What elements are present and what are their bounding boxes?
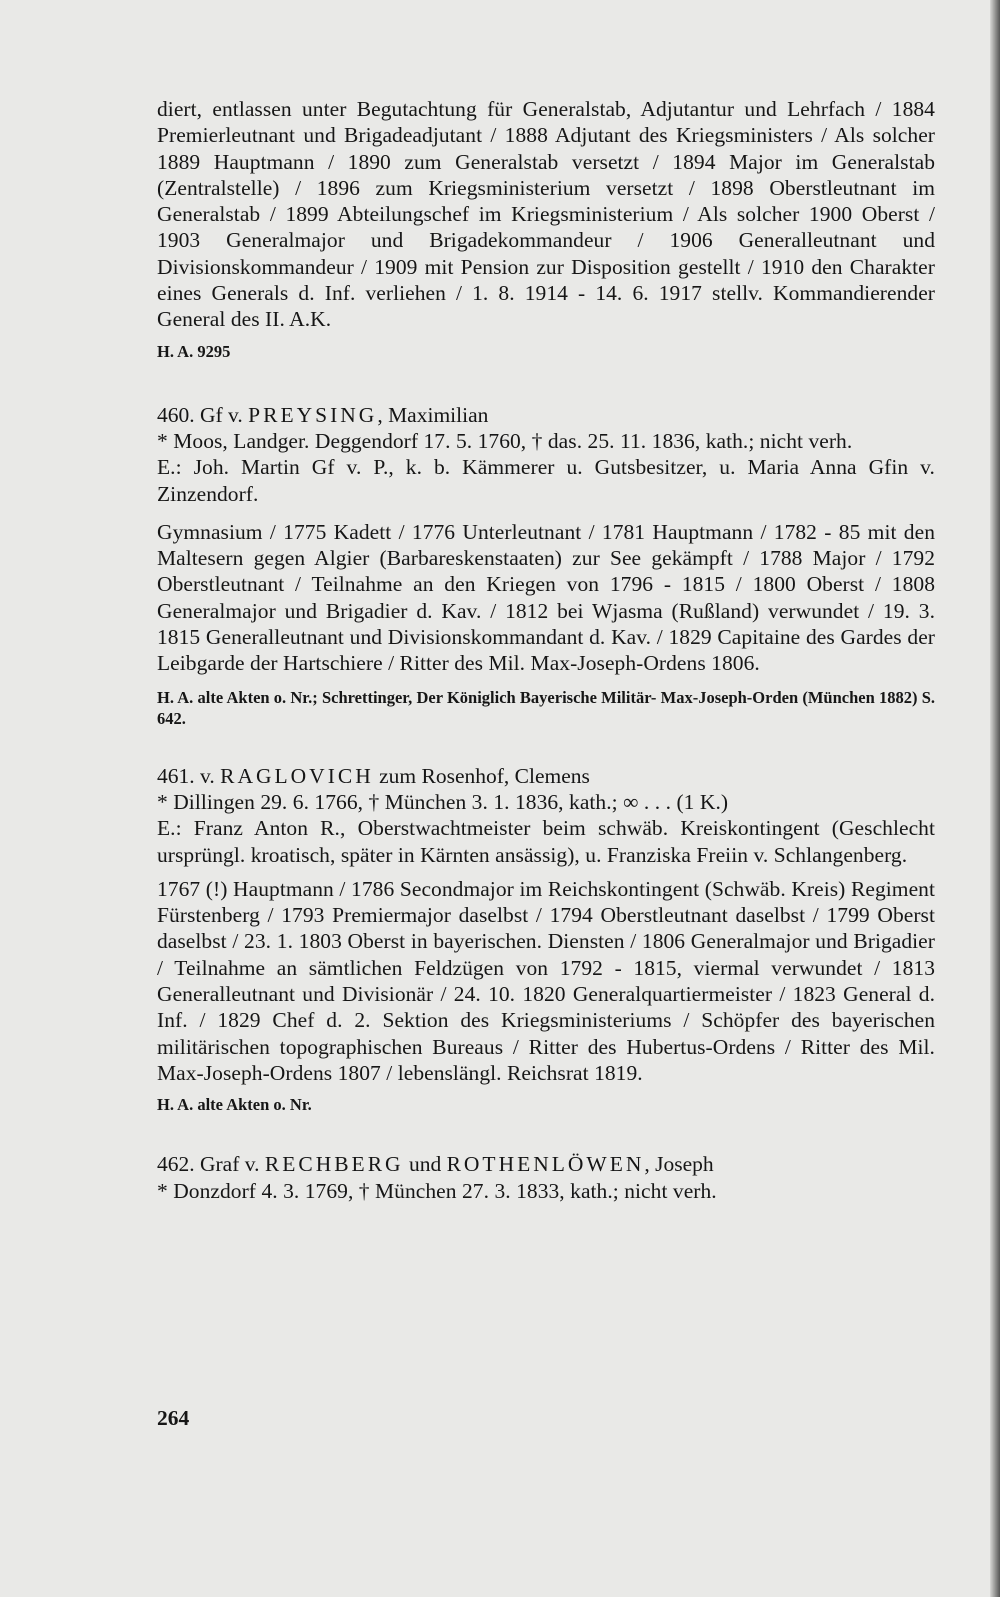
entry-given-name: zum Rosenhof, Clemens — [373, 763, 590, 788]
entry-parents: E.: Franz Anton R., Oberstwachtmeister beim schwäb. Kreiskontingent (Geschlecht ursprüngl. kroatisch, später in Kärnten ansässig), u. Franziska Freiin v. Schlangenberg. — [157, 816, 935, 867]
entry-birth-death: * Moos, Landger. Deggendorf 17. 5. 1760, † das. 25. 11. 1836, kath.; nicht verh. — [157, 428, 853, 453]
entry-surname: PREYSING — [248, 402, 378, 427]
entry-surname: RECHBERG — [264, 1152, 404, 1177]
entry-title-prefix: Gf v. — [200, 402, 243, 427]
entry-title-prefix: v. — [200, 763, 215, 788]
entry-surname: RAGLOVICH — [220, 763, 374, 788]
entry-birth-death: * Donzdorf 4. 3. 1769, † München 27. 3. 1833, kath.; nicht verh. — [157, 1178, 717, 1203]
entry-number: 462. — [157, 1152, 195, 1177]
entry-given-name: , Maximilian — [377, 402, 489, 427]
entry-461 — [157, 763, 935, 1116]
continuation-source: H. A. 9295 — [157, 341, 231, 361]
continuation-career: diert, entlassen unter Begutachtung für Generalstab, Adjutantur und Lehrfach / 1884 Premierleutnant und Brigadeadjutant / 1888 Adjutant des Kriegsministers / Als solcher 1889 Hauptmann / 1890 zum Generalstab versetzt / 1894 Major im Generalstab (Zentralstelle) / 1896 zum Kriegsministerium versetzt / 1898 Oberstleutnant im Generalstab / 1899 Abteilungschef im Kriegsministerium / Als solcher 1900 Oberst / 1903 Generalmajor und Brigadekommandeur / 1906 Generalleutnant und Divisionskommandeur / 1909 mit Pension zur Disposition gestellt / 1910 den Charakter eines Generals d. Inf. verliehen / 1. 8. 1914 - 14. 6. 1917 stellv. Kommandierender General des II. A.K. — [157, 97, 935, 332]
entry-career: 1767 (!) Hauptmann / 1786 Secondmajor im Reichskontingent (Schwäb. Kreis) Regiment Fürstenberg / 1793 Premiermajor daselbst / 1794 Oberstleutnant daselbst / 1799 Oberst daselbst / 23. 1. 1803 Oberst in bayerischen. Diensten / 1806 Generalmajor und Brigadier / Teilnahme an sämtlichen Feldzügen von 1792 - 1815, viermal verwundet / 1813 Generalleutnant und Divisionär / 24. 10. 1820 Generalquartiermeister / 1823 General d. Inf. / 1829 Chef d. 2. Sektion des Kriegsministeriums / Schöpfer des bayerischen militärischen topographischen Bureaus / Ritter des Hubertus-Ordens / Ritter des Mil. Max-Joseph-Ordens 1807 / lebenslängl. Reichsrat 1819. — [157, 876, 935, 1085]
entry-given-name: , Joseph — [644, 1152, 714, 1177]
entry-career: Gymnasium / 1775 Kadett / 1776 Unterleutnant / 1781 Hauptmann / 1782 - 85 mit den Maltesern gegen Algier (Barbareskenstaaten) zur See gekämpft / 1788 Major / 1792 Oberstleutnant / Teilnahme an den Kriegen von 1796 - 1815 / 1800 Oberst / 1808 Generalmajor und Brigadier d. Kav. / 1812 bei Wjasma (Rußland) verwundet / 19. 3. 1815 Generalleutnant und Divisionskommandant d. Kav. / 1829 Capitaine des Gardes der Leibgarde der Hartschiere / Ritter des Mil. Max-Joseph-Ordens 1806. — [157, 519, 935, 676]
entry-heading — [157, 1151, 935, 1177]
entry-source: H. A. alte Akten o. Nr.; Schrettinger, Der Königlich Bayerische Militär- Max-Joseph-Orden (München 1882) S. 642. — [157, 687, 935, 728]
entry-462 — [157, 1151, 935, 1204]
entry-surname-second: ROTHENLÖWEN — [446, 1152, 645, 1177]
entry-460 — [157, 402, 935, 729]
entry-source: H. A. alte Akten o. Nr. — [157, 1095, 312, 1115]
page-number: 264 — [157, 1406, 190, 1430]
entry-heading — [157, 763, 935, 789]
entry-title-conjunction: und — [408, 1152, 442, 1177]
entry-birth-death: * Dillingen 29. 6. 1766, † München 3. 1. 1836, kath.; ∞ . . . (1 K.) — [157, 789, 729, 814]
entry-parents: E.: Joh. Martin Gf v. P., k. b. Kämmerer u. Gutsbesitzer, u. Maria Anna Gfin v. Zinzendorf. — [157, 455, 935, 506]
entry-heading — [157, 402, 935, 428]
page-body — [157, 96, 935, 1204]
entry-number: 461. — [157, 763, 195, 788]
page-edge-shadow — [990, 0, 1000, 1597]
entry-title-prefix: Graf v. — [200, 1152, 260, 1177]
entry-number: 460. — [157, 402, 195, 427]
